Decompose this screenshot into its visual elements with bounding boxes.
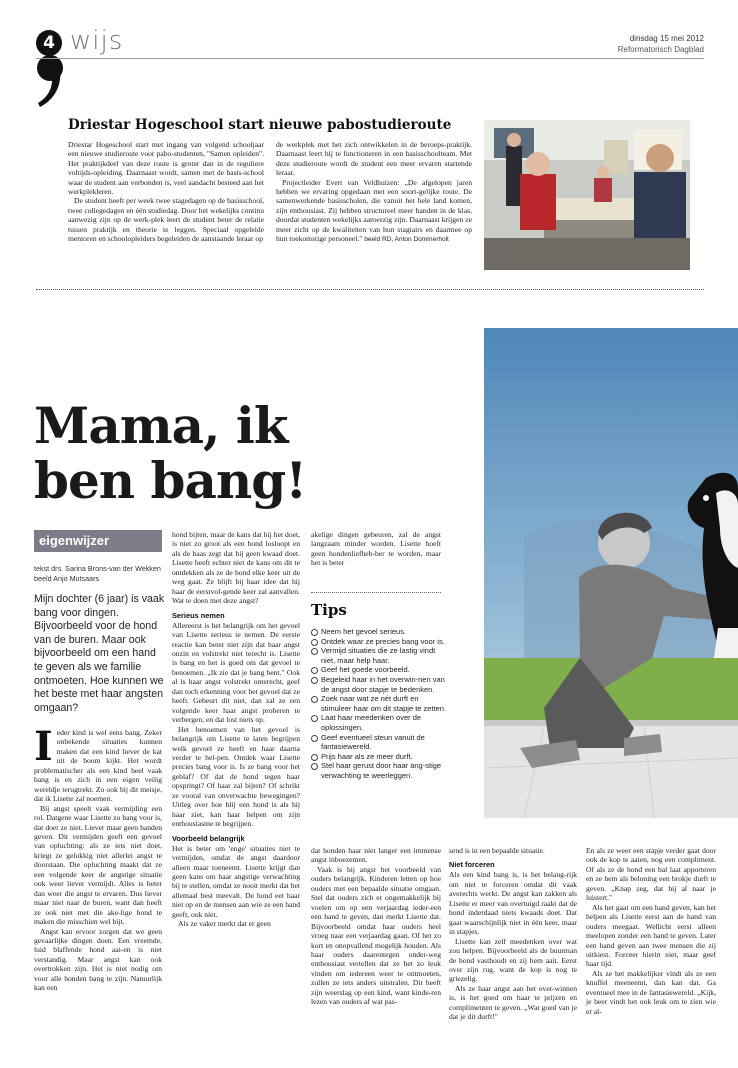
byline [34,564,161,583]
body-paragraph: hond bijten, maar de kans dat hij het doet, is niet zo groot als een hond losloopt en als de baas zegt dat hij geen kwaad doet. Lisette heeft echter niet de kans om dit te ontdekken als ze de hond elke keer uit de weg gaat. Ze blijft bij haar idee dat hij haar de eerstvol-gende keer zal aanvallen. Wat te doen met deze angst? [172,530,300,606]
body-paragraph: Het is beter om 'enge' situaties niet te vermijden, omdat de angst daardoor alleen maar toeneemt. Lisette krijgt dan geen kans om haar angstige verwachting bij te stellen, omdat ze nooit merkt dat het allemaal best meevalt. De hond eet haar niet op en de mensen aan wie ze een hand geeft, ook niet. [172,843,301,919]
subheading-serieus: Serieus nemen [172,610,225,620]
body-paragraph: En als ze weer een stapje verder gaat door ook de kop te aaien, nog een compliment. Of als ze de hond een bal laat apporteren en ze hem als beloning een brokje durft te geven. „Knap zeg, dat hij al naar je luistert." [586,846,716,903]
classroom-photo [484,120,690,270]
tip-item: Ontdek waar ze precies bang voor is. [311,637,451,647]
body-paragraph: send is in een bepaalde situatie. [449,846,545,855]
father-dog-illustration [484,328,738,818]
tips-title: Tips [311,601,347,619]
drop-cap: I [34,723,53,770]
tips-divider [311,592,441,593]
body-column-3-top [311,530,441,568]
body-paragraph: Vaak is bij angst het voorbeeld van ouders belangrijk. Kinderen letten op hoe ouders met een bepaalde situatie omgaan. Stel dat ouders zich er ongemakkelijk bij voelen om op een verjaardag ieder-een een hand te geven, dan merkt Lisette dat. Bijvoorbeeld omdat haar ouders heel vroeg naar een verjaardag gaan. Of het zo kort en onopvallend mogelijk houden. Als haar ouders daarentegen onder-weg enthousiast vertellen dat ze het zo leuk vinden om iedereen weer te ontmoeten, zullen ze iets anders uitstralen. Dit heeft zijn weerslag op een kind, want kinde-ren lezen van ouders af wat pas- [311,864,441,1007]
byline-author: tekst drs. Sarina Brons-van der Wekken [34,564,161,573]
top-article-column-2 [276,140,472,244]
issue-date: dinsdag 15 mei 2012 [629,34,704,43]
section-divider [36,289,704,290]
tip-item: Prijs haar als ze meer durft. [311,752,451,762]
masthead-rule [36,58,704,59]
tip-item: Begeleid haar in het overwin-nen van de angst door stapje te bedenken. [311,675,451,694]
section-name: wijs [70,26,124,56]
body-paragraph: Als ze het makkelijker vindt als ze een knuffel meeneemt, dan kan dat. Ga eventueel mee in de fantasiewereld. „Kijk, je beer vindt het ook leuk om te zien wie er al- [586,968,716,1016]
body-paragraph: Als ze haar angst aan het over-winnen is, is het goed om haar te prijzen en complimenten te geven. „Wat goed van je dat je dit durft!" [449,983,577,1022]
body-paragraph: Als ze vaker merkt dat er geen [178,919,271,929]
top-article-column-1 [68,140,264,243]
subheading-voorbeeld: Voorbeeld belangrijk [172,833,245,843]
comma-logo-icon [34,52,66,108]
top-article-paragraph: De student heeft per week twee stagedagen op de basisschool, twee collegedagen en één studiedag. Door het wekelijks continu aanwezig zijn op de werk-plek leert de student beter de relatie tussen praktijk en theorie te leggen. Speciaal opgeleide mentoren en schoolopleiders begeleiden de aanstaande leraar op [68,196,264,244]
body-paragraph: Het benoemen van het gevoel is belangrijk om Lisette te laten begrijpen welk gevoel ze heeft en haar daarna verder te hel-pen. Ontdek waar Lisette precies bang voor is. Is ze bang voor het geblaf? Of dat de hond tegen haar opspringt? Of haar zal bijten? Of schrikt ze vooral van onverwachte bewegingen? Uitleg over hoe blij een hond is als hij haar ziet, kan haar helpen om zijn enthousiasme te begrijpen. [172,724,300,829]
tip-item: Geef eventueel steun vanuit de fantasiewereld. [311,733,451,752]
photo-credit: beeld RD, Anton Dommerholt [364,236,449,244]
top-article-paragraph: de werkplek met het zich ontwikkelen in de beroeps-praktijk. Daarnaast leert hij te functioneren in een basisschoolteam. Met deze studieroute wordt de student een meer ervaren startende leraar. [276,140,472,178]
body-paragraph: Als een kind bang is, is het belang-rijk om niet te forceren omdat dit vaak averechts werkt. De angst kan zakken als Lisette er meer van overtuigd raakt dat de hond inderdaad niets kwaads doet. Dat gaat waarschijnlijk niet in één keer, maar in stapjes. [449,870,577,937]
main-headline: Mama, ik ben bang! [34,396,307,510]
body-paragraph: akelige dingen gebeuren, zal de angst langzaam minder worden. Lisette hoeft geen hondenliefheb-ber te worden, maar het is beter [311,530,441,568]
tip-item: Stel haar gerust door haar ang-stige verwachting te weerleggen. [311,761,451,780]
tip-item: Laat haar meedenken over de oplossingen. [311,713,451,732]
tip-item: Geef het goede voorbeeld. [311,665,451,675]
tip-item: Neem het gevoel serieus. [311,627,451,637]
intro-text: Mijn dochter (6 jaar) is vaak bang voor dingen. Bijvoorbeeld voor de hond van de buren. Maar ook bijvoorbeeld om een hand te geven als we familie ontmoeten. Hoe kunnen we het beste met haar angsten omgaan? [34,593,165,714]
byline-illustrator: beeld Anjo Mutsaars [34,573,100,583]
page-number: 4 [36,30,62,56]
body-column-1 [34,723,162,993]
body-paragraph: Ieder kind is wel eens bang. Zeker onbekende situaties kunnen maken dat een kind liever de kat uit de boom kijkt. Het wordt problematischer als een kind heel vaak bang is en zich in een eigen veilig wereldje terugtrekt. Zo ook bij dit meisje, dat ik Lisette zal noemen. [34,723,162,804]
column-label: eigenwijzer [34,530,162,552]
body-paragraph: Angst kan ervoor zorgen dat we geen gevaarlijke dingen doen. Een vreemde, luid blaffende hond aai-en is niet verstandig. Maar angst kan ook overtrokken zijn. Het is niet nodig om voor alle honden bang te zijn. Natuurlijk kan een [34,926,162,993]
body-paragraph: dat honden haar niet langer een immense angst inboezemen. [311,846,441,865]
body-paragraph: Bij angst speelt vaak vermijding een rol. Datgene waar Lisette zo bang voor is, dat doet ze niet. Liever maar geen handen geven. Dit vermijden geeft een gevoel van opluchting: als ze iets niet doet, kriegt ze gelukkig niet allerlei angst te doorstaan. Die opluchting maakt dat ze een volgende keer de angstige situatie ook weer liever vermijdt. Alles is beter dan weer die angst te ervaren. Dus liever maar niet naar de buren, want dan heeft ze ook niet met die ake-lige hond te maken die misschien wel bijt. [34,803,162,927]
top-article-headline: Driestar Hogeschool start nieuwe pabostudieroute [68,117,452,133]
body-column-5 [586,846,716,1016]
tip-item: Zoek naar wat ze nét durft en stimuleer haar om dit stapje te zetten. [311,694,451,713]
body-paragraph: Als het gaat om een hand geven, kan het helpen als Lisette eerst aan de hand van ouders meegaat. Wellicht eerst alleen meelopen zonder een hand te geven. Later een hand geven aan twee mensen die zij uitkiest. Forceer hierin niet, maar geef haar tijd. [586,902,716,969]
body-column-2 [172,530,300,929]
subheading-niet-forceren: Niet forceren [449,860,495,870]
body-column-3-bottom [311,846,441,1007]
body-paragraph: Allereerst is het belangrijk om het gevoel van Lisette serieus te nemen. De eerste reactie kan beter niet zijn dat haar angst onzin en volstrekt niet terecht is. Lisette is bang en het is goed om dat gevoel te benoemen. „Ik zie dat je bang bent." Ook al is haar angst volstrekt onterecht, geef dan toch erkenning voor het gevoel dat ze heeft. Gebeurt dit niet, dan zal ze een volgende keer haar angst proberen te verbergen, en dat lost niets op. [172,620,300,725]
tips-list [311,627,451,781]
tip-item: Vermijd situaties die ze lastig vindt niet, maar help haar. [311,646,451,665]
body-column-4 [449,846,577,1022]
newspaper-name: Reformatorisch Dagblad [617,45,704,54]
body-paragraph: Lisette kan zelf meedenken over wat zou helpen. Bijvoorbeeld als de buurman de hond vasthoudt en zij hem aait. Eerst over zijn rug, want de kop is nog te griezelig. [449,936,577,984]
top-article-paragraph: Driestar Hogeschool start met ingang van volgend schooljaar een nieuwe studieroute voor pabo-studenten, "Samen opleiden". Het praktijkdeel van deze route is groter dan in de reguliere voltijds-opleiding. Daarnaast wordt, samen met de basis-school waar de student aan verbonden is, veel aandacht besteed aan het werkplekleren. [68,140,264,197]
top-article-paragraph: Projectleider Evert van Veldhuizen: „De afgelopen jaren hebben we ervaring opgedaan met een soort-gelijke route. De samenwerkende basisscholen, die vanuit het hele land komen, zijn enthousiast. Zij hebben structureel meer handen in de klas, doordat studenten wekelijks aanwezig zijn. Daarnaast krijgen ze meer zicht op de kwaliteiten van hun stagiairs en daarmee op hun toekomstige personeel." beeld RD, Anton Dommerholt [276,177,472,244]
